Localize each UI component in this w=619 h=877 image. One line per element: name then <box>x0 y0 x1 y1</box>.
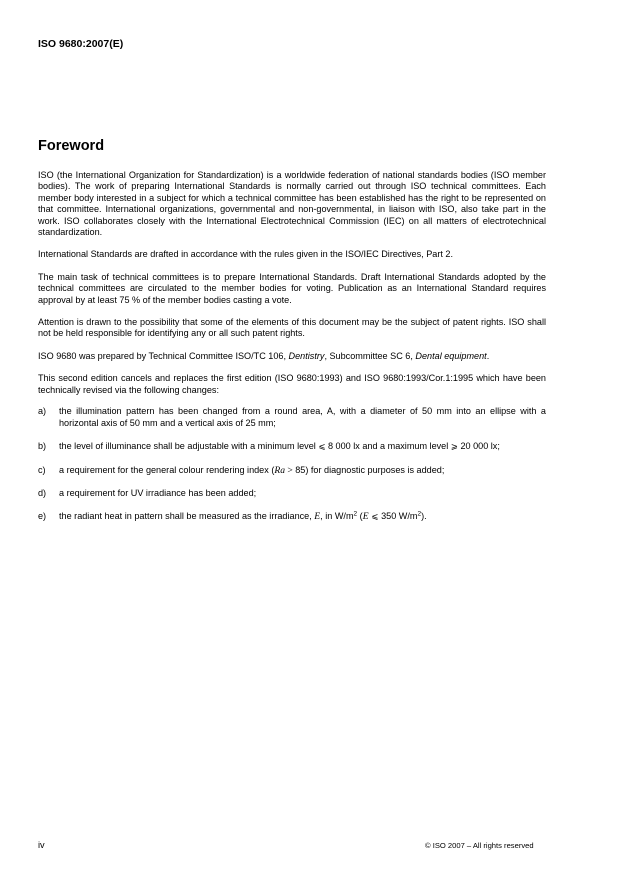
math-operator: > <box>285 464 296 476</box>
math-var-e: E <box>362 510 369 522</box>
changes-list <box>38 406 546 523</box>
list-item-text: the illumination pattern has been changed from a round area, A, with a diameter of 50 mm into an ellipse with a horizontal axis of 50 mm and a vertical axis of 25 mm; <box>59 406 546 428</box>
text-run: 8 000 lx and a maximum level <box>325 440 451 451</box>
text-run: ISO 9680 was prepared by Technical Committee ISO/TC 106, <box>38 350 289 361</box>
greater-equal-symbol: ⩾ <box>450 441 458 452</box>
italic-dental-equipment: Dental equipment <box>415 350 487 361</box>
paragraph-prepared-by <box>38 351 546 362</box>
text-run: 85) for diagnostic purposes is added; <box>295 464 445 475</box>
standard-id-header: ISO 9680:2007(E) <box>38 38 124 50</box>
list-item <box>38 511 546 523</box>
text-run: the radiant heat in pattern shall be measured as the irradiance, <box>59 510 315 521</box>
paragraph-edition-changes: This second edition cancels and replaces the first edition (ISO 9680:1993) and ISO 9680:1993/Cor.1:1995 which have been technically revised via the following changes: <box>38 373 546 395</box>
text-run: ( <box>357 510 363 521</box>
math-var-e: E <box>314 510 321 522</box>
page-title: Foreword <box>38 138 105 154</box>
text-run: a requirement for the general colour rendering index ( <box>59 464 275 475</box>
list-item-label: d) <box>38 487 47 498</box>
paragraph-iso-description: ISO (the International Organization for Standardization) is a worldwide federation of national standards bodies (ISO member bodies). The work of preparing International Standards is normally carried out through ISO technical committees. Each member body interested in a subject for which a technical committee has been established has the right to be represented on that committee. International organizations, governmental and non-governmental, in liaison with ISO, also take part in the work. ISO collaborates closely with the International Electrotechnical Commission (IEC) on all matters of electrotechnical standardization. <box>38 170 546 238</box>
text-run: . <box>486 350 490 361</box>
less-equal-symbol: ⩽ <box>318 441 326 452</box>
text-run: 350 W/m <box>381 510 418 521</box>
list-item-label: c) <box>38 464 46 475</box>
list-item <box>38 406 546 429</box>
list-item-label: e) <box>38 510 47 521</box>
text-run: , in W/m <box>320 510 354 521</box>
foreword-body <box>38 170 546 535</box>
text-run: , Subcommittee SC 6, <box>324 350 416 361</box>
paragraph-drafting-rules: International Standards are drafted in accordance with the rules given in the ISO/IEC Directives, Part 2. <box>38 249 453 260</box>
list-item-label: a) <box>38 406 47 417</box>
list-item <box>38 488 546 499</box>
less-equal-symbol: ⩽ <box>368 511 382 522</box>
paragraph-committee-task: The main task of technical committees is to prepare International Standards. Draft International Standards adopted by the technical committees are circulated to the member bodies for voting. Publication as an International Standard requires approval by at least 75 % of the member bodies casting a vote. <box>38 271 546 305</box>
list-item <box>38 465 546 476</box>
list-item-label: b) <box>38 440 47 451</box>
page-number: iv <box>38 840 45 850</box>
text-run: ). <box>421 510 427 521</box>
copyright-notice: © ISO 2007 – All rights reserved <box>425 841 534 850</box>
text-run: the level of illuminance shall be adjustable with a minimum level <box>59 440 319 451</box>
math-var-ra: Ra <box>274 464 286 476</box>
list-item <box>38 441 546 453</box>
superscript: 2 <box>417 510 422 517</box>
italic-dentistry: Dentistry <box>288 350 325 361</box>
superscript: 2 <box>353 510 358 517</box>
paragraph-patent-rights: Attention is drawn to the possibility that some of the elements of this document may be the subject of patent rights. ISO shall not be held responsible for identifying any or all such patent rights. <box>38 317 546 339</box>
text-run: 20 000 lx; <box>457 440 500 451</box>
list-item-text: a requirement for UV irradiance has been added; <box>59 487 257 498</box>
